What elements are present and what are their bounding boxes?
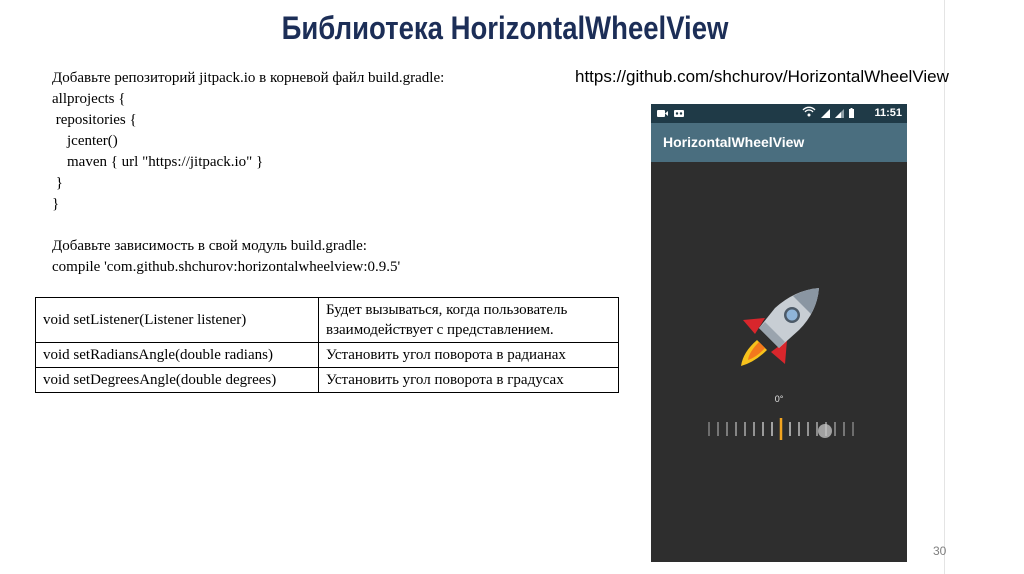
github-link[interactable]: https://github.com/shchurov/HorizontalWheelView bbox=[575, 67, 949, 86]
table-row bbox=[36, 298, 619, 343]
status-bar bbox=[651, 104, 907, 123]
code-line: } bbox=[52, 196, 60, 212]
app-title: HorizontalWheelView bbox=[663, 134, 805, 150]
code-line: allprojects { bbox=[52, 91, 126, 107]
code-line: Добавьте репозиторий jitpack.io в корневой файл build.gradle: bbox=[52, 70, 445, 86]
code-line: jcenter() bbox=[52, 133, 118, 149]
system-status-icons bbox=[801, 104, 861, 123]
method-cell: void setDegreesAngle(double degrees) bbox=[36, 368, 319, 393]
code-line bbox=[52, 215, 444, 236]
touch-cursor bbox=[818, 424, 832, 438]
code-line: maven { url "https://jitpack.io" } bbox=[52, 154, 264, 170]
notification-icons bbox=[655, 104, 775, 123]
code-line: repositories { bbox=[52, 112, 137, 128]
code-block bbox=[52, 68, 444, 278]
horizontal-wheel[interactable] bbox=[701, 414, 861, 444]
phone-screenshot bbox=[651, 104, 907, 562]
slide-title: Библиотека HorizontalWheelView bbox=[281, 10, 729, 46]
description-cell: Установить угол поворота в радианах bbox=[319, 343, 619, 368]
table-row bbox=[36, 343, 619, 368]
status-time: 11:51 bbox=[874, 107, 902, 119]
rocket-icon bbox=[735, 282, 825, 372]
method-cell: void setRadiansAngle(double radians) bbox=[36, 343, 319, 368]
description-cell: Установить угол поворота в градусах bbox=[319, 368, 619, 393]
code-line: Добавьте зависимость в свой модуль build.gradle: bbox=[52, 238, 367, 254]
table-row bbox=[36, 368, 619, 393]
app-bar bbox=[651, 123, 907, 162]
code-line: } bbox=[52, 175, 63, 191]
description-cell: Будет вызываться, когда пользователь взаимодействует с представлением. bbox=[319, 298, 619, 343]
api-table bbox=[35, 297, 619, 393]
angle-label: 0° bbox=[774, 394, 784, 404]
page-number: 30 bbox=[933, 544, 947, 558]
code-line: compile 'com.github.shchurov:horizontalwheelview:0.9.5' bbox=[52, 259, 401, 275]
method-cell: void setListener(Listener listener) bbox=[36, 298, 319, 343]
